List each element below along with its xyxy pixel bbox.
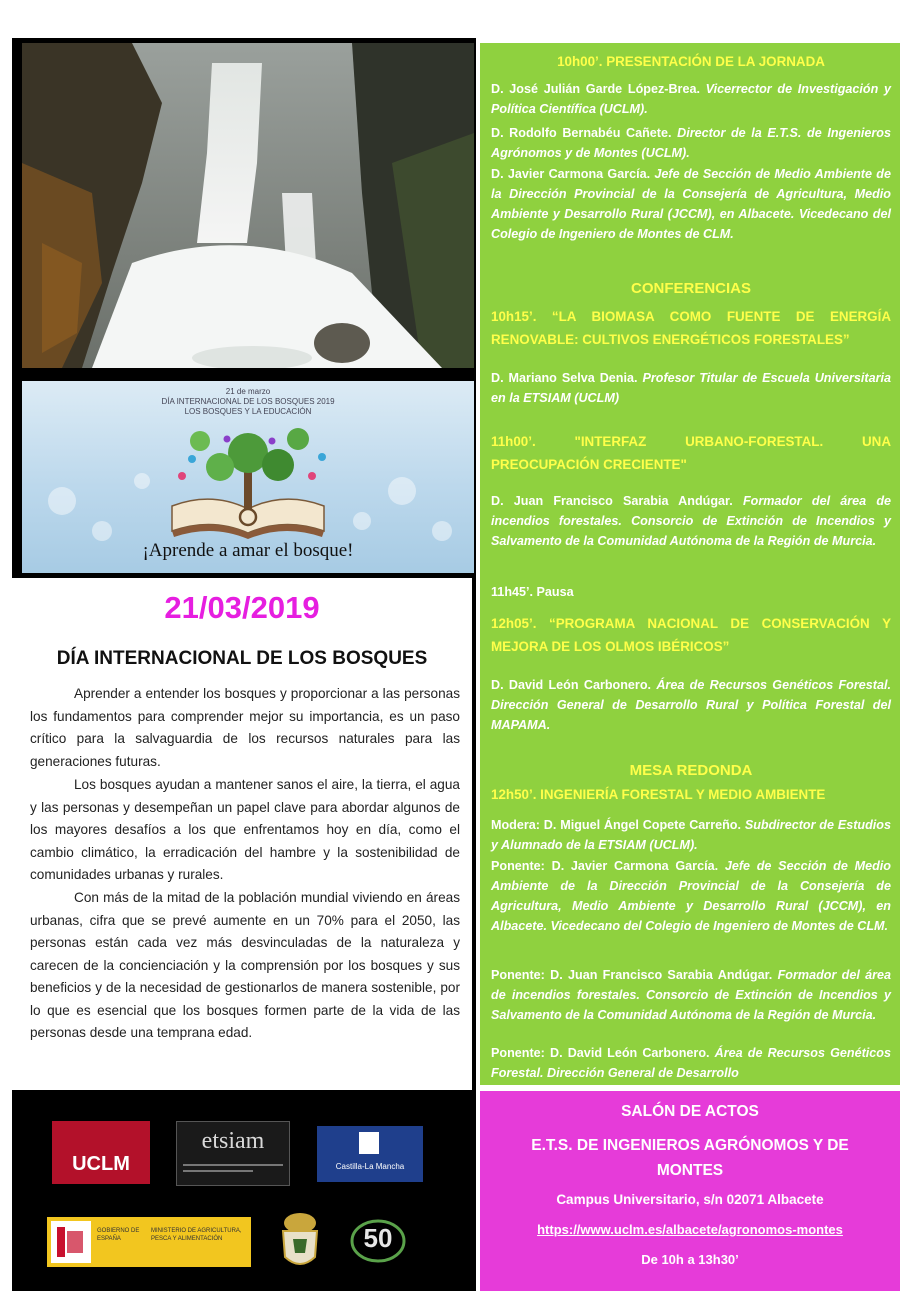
- etsiam-logo: etsiam: [176, 1121, 290, 1186]
- ministerio-logo: GOBIERNO DE ESPAÑA MINISTERIO DE AGRICULTURA, PESCA Y ALIMENTACIÓN: [47, 1217, 251, 1267]
- uclm-logo: UCLM: [52, 1121, 150, 1184]
- panelist-4: Ponente: D. David León Carbonero. Área de Recursos Genéticos Forestal. Dirección General de Desarrollo: [491, 1046, 891, 1080]
- opening-speaker-2: D. Rodolfo Bernabéu Cañete. Director de la E.T.S. de Ingenieros Agrónomos y de Montes (UCLM).: [491, 126, 891, 160]
- talk-1-speaker: D. Mariano Selva Denia. Profesor Titular de Escuela Universitaria en la ETSIAM (UCLM): [491, 371, 891, 405]
- round-table-subtitle: 12h50’. INGENIERÍA FORESTAL Y MEDIO AMBIENTE: [491, 787, 826, 802]
- talk-3-speaker: D. David León Carbonero. Área de Recursos Genéticos Forestal. Dirección General de Desarrollo Rural y Política Forestal del MAPAMA.: [491, 678, 891, 732]
- venue-schedule: De 10h a 13h30’: [641, 1252, 739, 1267]
- talk-1-title: 10h15’. “LA BIOMASA COMO FUENTE DE ENERGÍA RENOVABLE: CULTIVOS ENERGÉTICOS FORESTALES”: [491, 309, 891, 347]
- promo-slogan: ¡Aprende a amar el bosque!: [142, 540, 354, 561]
- panelist-moderator: Modera: D. Miguel Ángel Copete Carreño. Subdirector de Estudios y Alumnado de la ETSIAM (UCLM).: [491, 818, 891, 852]
- promo-header-line-3: LOS BOSQUES Y LA EDUCACIÓN: [184, 407, 312, 416]
- venue-address: Campus Universitario, s/n 02071 Albacete: [556, 1192, 824, 1207]
- promo-header-line-2: DÍA INTERNACIONAL DE LOS BOSQUES 2019: [161, 397, 335, 406]
- panelist-2: Ponente: D. Javier Carmona García. Jefe de Sección de Medio Ambiente de la Dirección Provincial de la Consejería de Agricultura, Medio Ambiente y Desarrollo Rural (JCCM), en Albacete. Vicedecano del Colegio de Ingeniero de Montes de CLM.: [491, 859, 891, 933]
- promo-banner: [22, 381, 474, 573]
- anniversary-logo: 50: [348, 1213, 408, 1265]
- opening-speaker-1: D. José Julián Garde López-Brea. Vicerrector de Investigación y Política Científica (UCLM).: [491, 82, 891, 116]
- waterfall-photo: [22, 43, 474, 368]
- promo-header-line-1: 21 de marzo: [225, 387, 271, 396]
- book-illustration: [172, 428, 326, 539]
- talk-3-title: 12h05’. “PROGRAMA NACIONAL DE CONSERVACIÓN Y MEJORA DE LOS OLMOS IBÉRICOS”: [491, 616, 891, 654]
- opening-speaker-3: D. Javier Carmona García. Jefe de Sección de Medio Ambiente de la Dirección Provincial de la Consejería de Agricultura, Medio Ambiente y Desarrollo Rural (JCCM), en Albacete. Vicedecano del Colegio de Ingeniero de Montes de CLM.: [491, 167, 891, 241]
- intro-paragraph-1: Aprender a entender los bosques y proporcionar a las personas los fundamentos para comprender mejor su importancia, es un paso crítico para la salvaguardia de los recursos naturales para las generaciones futuras.: [30, 686, 460, 769]
- talk-2-title: 11h00’. "INTERFAZ URBANO-FORESTAL. UNA PREOCUPACIÓN CRECIENTE": [491, 434, 891, 472]
- panelist-3: Ponente: D. Juan Francisco Sarabia Andúgar. Formador del área de incendios forestales. Consorcio de Extinción de Incendios y Salvamento de la Comunidad Autónoma de la Región de Murcia.: [491, 968, 892, 1022]
- round-table-title: MESA REDONDA: [629, 762, 753, 779]
- crest-icon: [275, 1209, 325, 1273]
- venue-line-1: SALÓN DE ACTOS: [621, 1103, 759, 1120]
- venue-url-link[interactable]: https://www.uclm.es/albacete/agronomos-montes: [537, 1222, 843, 1237]
- event-date: 21/03/2019: [164, 590, 320, 625]
- intro-paragraph-2: Los bosques ayudan a mantener sanos el aire, la tierra, el agua y las personas y desempeñan un papel clave para abordar algunos de los mayores desafíos a los que enfrentamos hoy en día, como el cambio climático, la erradicación del hambre y la sostenibilidad de comunidades urbanas y rurales.: [30, 777, 460, 882]
- jccm-logo: Castilla-La Mancha: [317, 1126, 423, 1182]
- conferences-title: CONFERENCIAS: [630, 280, 751, 297]
- event-subtitle: DÍA INTERNACIONAL DE LOS BOSQUES: [56, 648, 428, 669]
- break-time: 11h45’. Pausa: [491, 585, 574, 599]
- venue-line-2: E.T.S. DE INGENIEROS AGRÓNOMOS Y DE MONTES: [531, 1137, 849, 1179]
- talk-2-speaker: D. Juan Francisco Sarabia Andúgar. Formador del área de incendios forestales. Consorcio de Extinción de Incendios y Salvamento de la Comunidad Autónoma de la Región de Murcia.: [491, 494, 892, 548]
- opening-title: 10h00’. PRESENTACIÓN DE LA JORNADA: [557, 54, 825, 69]
- intro-paragraph-3: Con más de la mitad de la población mundial viviendo en áreas urbanas, cifra que se prevé aumente en un 70% para el 2050, las personas están cada vez más desvinculadas de la naturaleza y carecen de la concienciación y la comprensión por los bosques y sus beneficios y de la necesidad de gestionarlos de manera sostenible, por lo que es esencial que los bosques formen parte de la vida de las personas desde una temprana edad.: [30, 890, 460, 1040]
